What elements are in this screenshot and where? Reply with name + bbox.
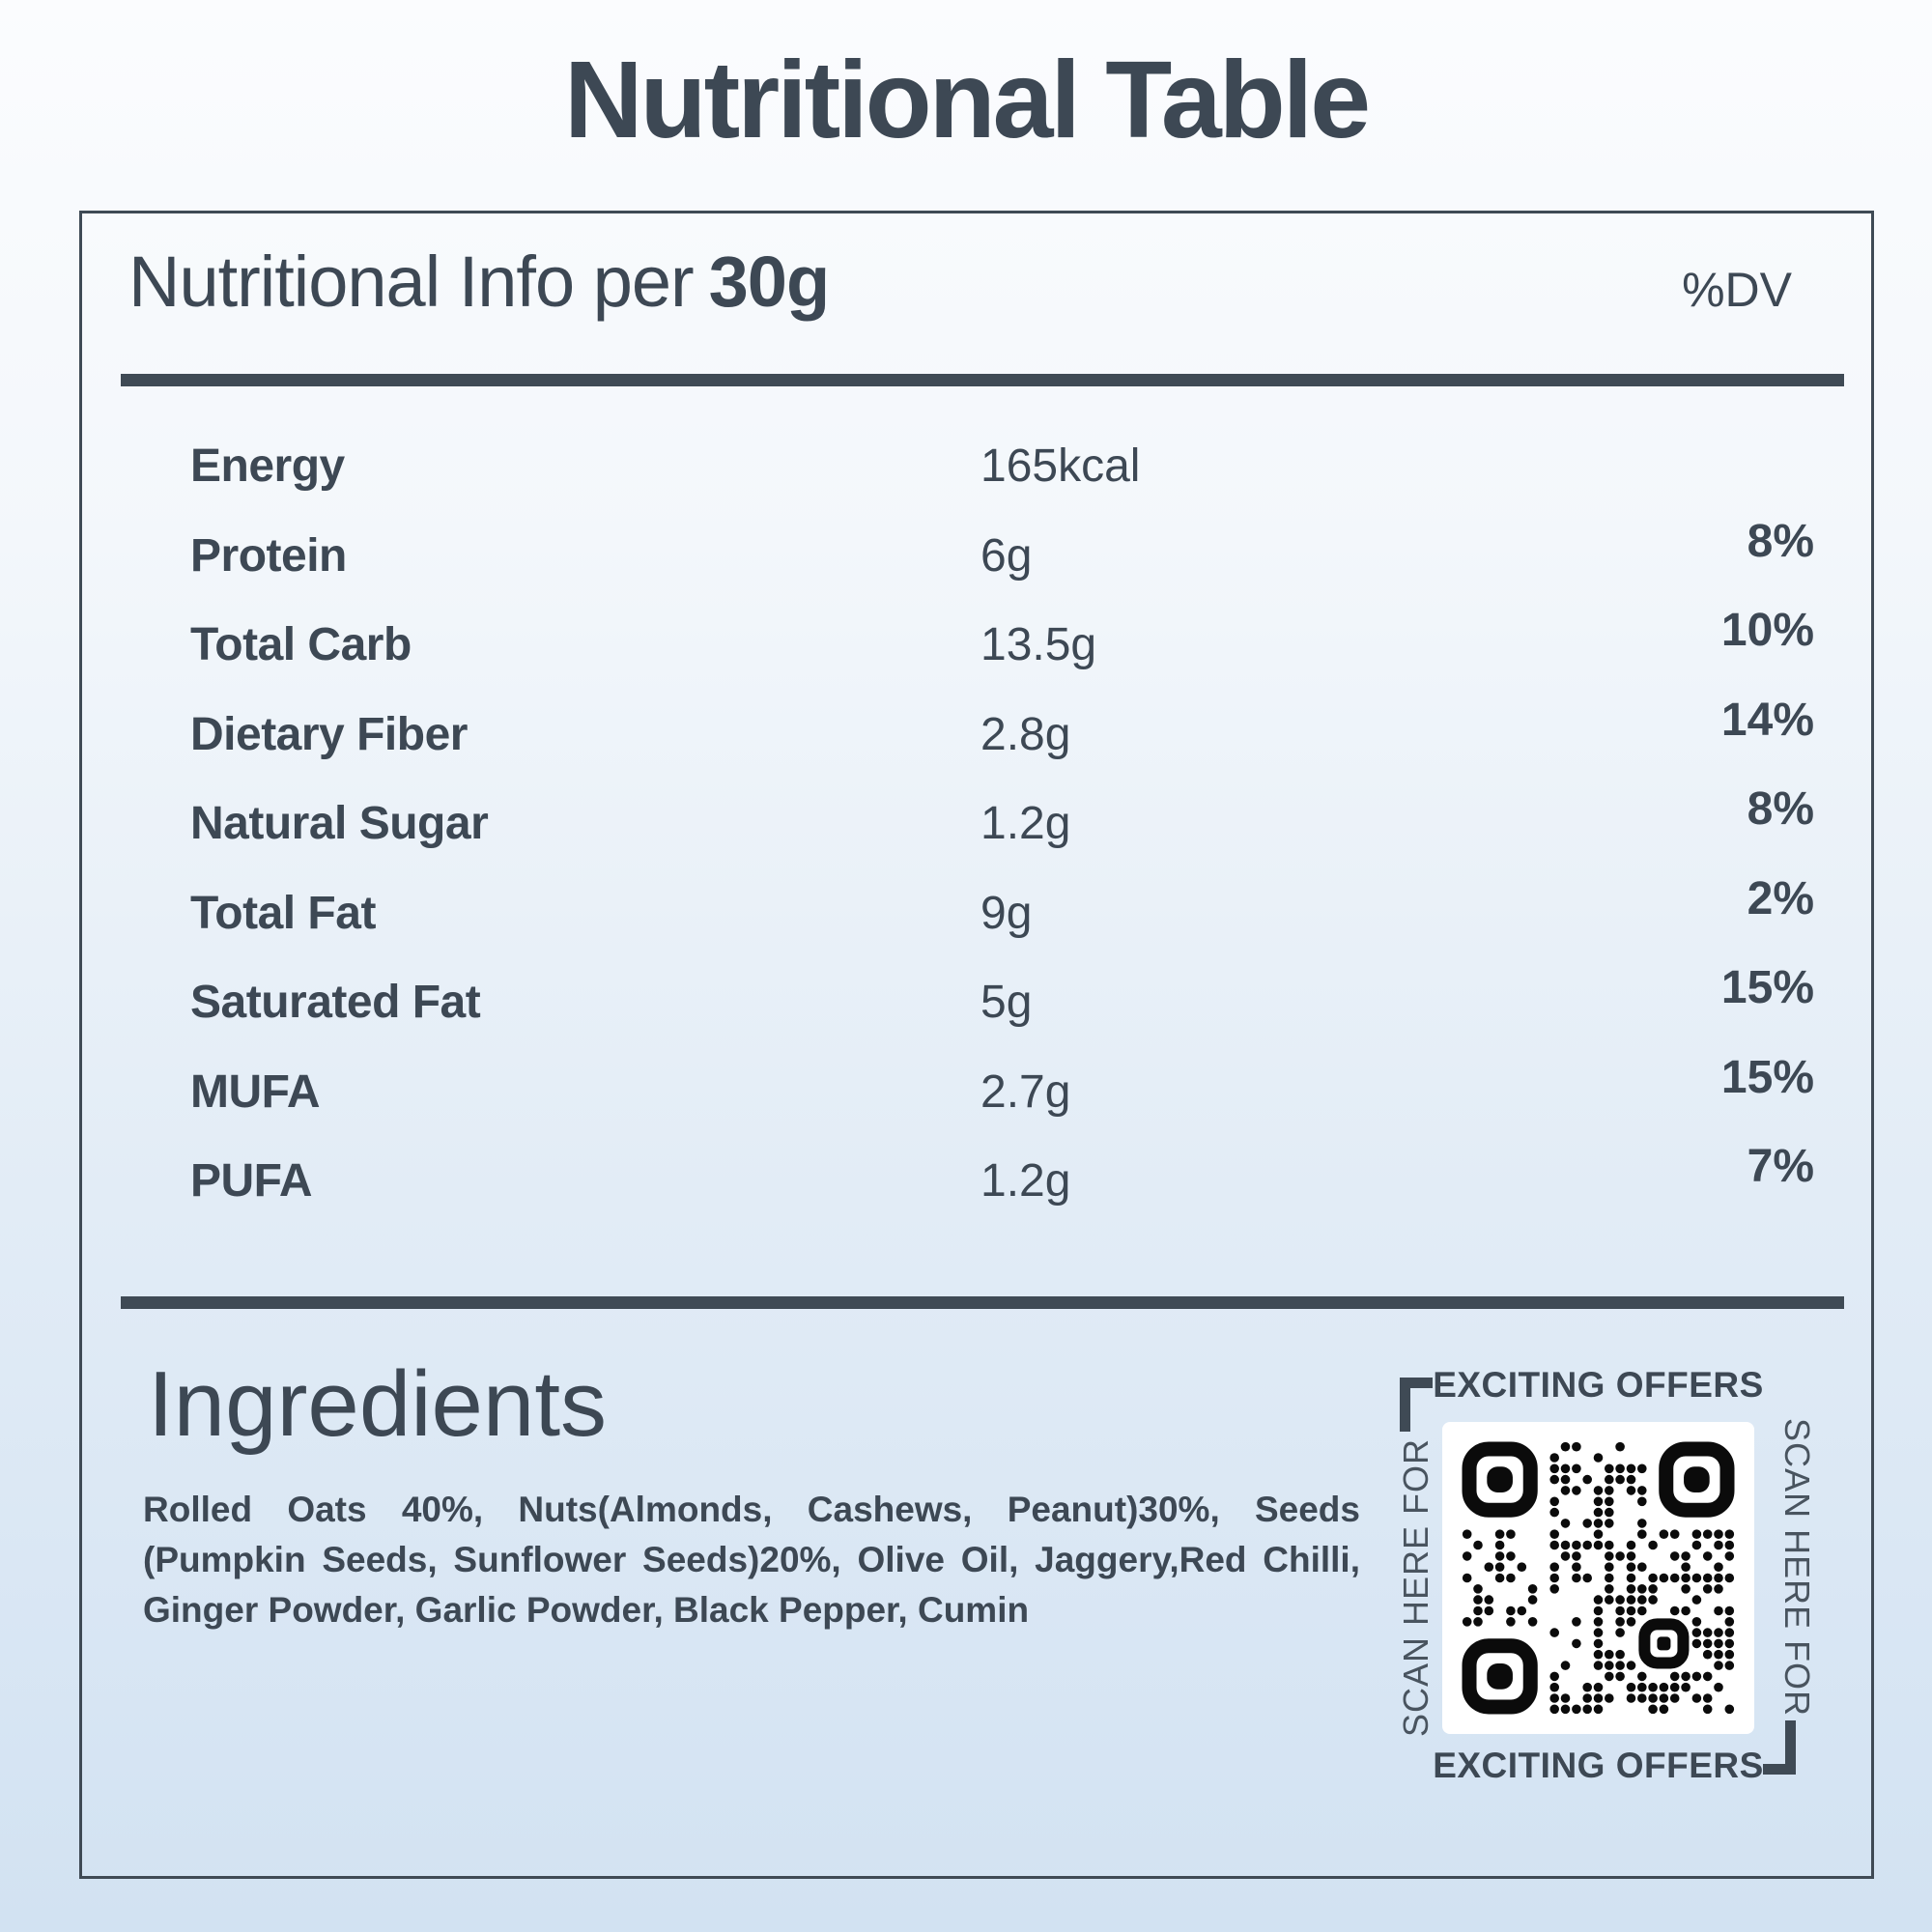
qr-scan-left-label: SCAN HERE FOR (1396, 1437, 1435, 1737)
ingredients-text: Rolled Oats 40%, Nuts(Almonds, Cashews, Peanut)30%, Seeds (Pumpkin Seeds, Sunflower Seeds)20%, Olive Oil, Jaggery,Red Chilli, Ginger Powder, Garlic Powder, Black Pepper, Cumin (143, 1490, 1360, 1630)
table-row (82, 439, 1871, 528)
nutrient-value: 1.2g (980, 798, 1071, 849)
nutrient-dv: 15% (1720, 962, 1814, 1013)
nutrient-label: Saturated Fat (190, 977, 481, 1028)
serving-heading (128, 241, 829, 323)
table-row (82, 872, 1871, 976)
nutrient-label: PUFA (190, 1155, 313, 1207)
bracket-bottom-right-icon (1763, 1720, 1796, 1775)
qr-code (1442, 1422, 1754, 1734)
table-row (82, 694, 1871, 797)
table-row (82, 1051, 1871, 1154)
nutrition-rows (82, 439, 1871, 1243)
panel-header (128, 241, 1792, 323)
nutrient-value: 2.8g (980, 708, 1071, 760)
divider-top (121, 374, 1844, 386)
nutrient-label: Energy (190, 440, 345, 492)
nutrient-dv: 8% (1747, 515, 1814, 567)
table-row (82, 1141, 1871, 1243)
qr-scan-right-label: SCAN HERE FOR (1777, 1418, 1817, 1718)
nutrient-value: 13.5g (980, 619, 1097, 670)
qr-top-label: EXCITING OFFERS (1433, 1365, 1764, 1405)
table-row (82, 962, 1871, 1065)
nutrient-value: 6g (980, 529, 1033, 582)
table-row (82, 515, 1871, 618)
nutrient-value: 5g (980, 977, 1033, 1028)
nutrient-value: 9g (980, 887, 1033, 939)
nutrient-label: Total Carb (190, 619, 412, 670)
nutrient-dv: 14% (1720, 694, 1814, 746)
nutrient-dv: 15% (1720, 1051, 1814, 1103)
nutrient-dv: 2% (1747, 872, 1814, 924)
nutrient-dv: 8% (1747, 783, 1814, 835)
divider-bottom (121, 1296, 1844, 1309)
qr-bottom-label: EXCITING OFFERS (1433, 1746, 1764, 1785)
serving-size: 30g (708, 242, 830, 322)
bracket-top-left-icon (1400, 1378, 1433, 1432)
ingredients-heading: Ingredients (148, 1352, 607, 1456)
nutrient-label: Total Fat (190, 887, 376, 939)
table-row (82, 783, 1871, 886)
nutrient-value: 165kcal (980, 440, 1141, 492)
nutrient-label: Protein (190, 529, 347, 582)
nutrition-panel (79, 211, 1874, 1879)
serving-heading-prefix: Nutritional Info per (128, 242, 694, 322)
nutrient-value: 2.7g (980, 1065, 1071, 1118)
nutrient-label: MUFA (190, 1065, 320, 1118)
daily-value-header: %DV (1682, 263, 1792, 317)
table-row (82, 605, 1871, 707)
nutrient-label: Dietary Fiber (190, 708, 468, 760)
nutrient-label: Natural Sugar (190, 798, 489, 849)
page-title: Nutritional Table (563, 39, 1369, 160)
nutrient-value: 1.2g (980, 1155, 1071, 1207)
nutrient-dv: 7% (1747, 1141, 1814, 1192)
nutrient-dv: 10% (1720, 605, 1814, 656)
